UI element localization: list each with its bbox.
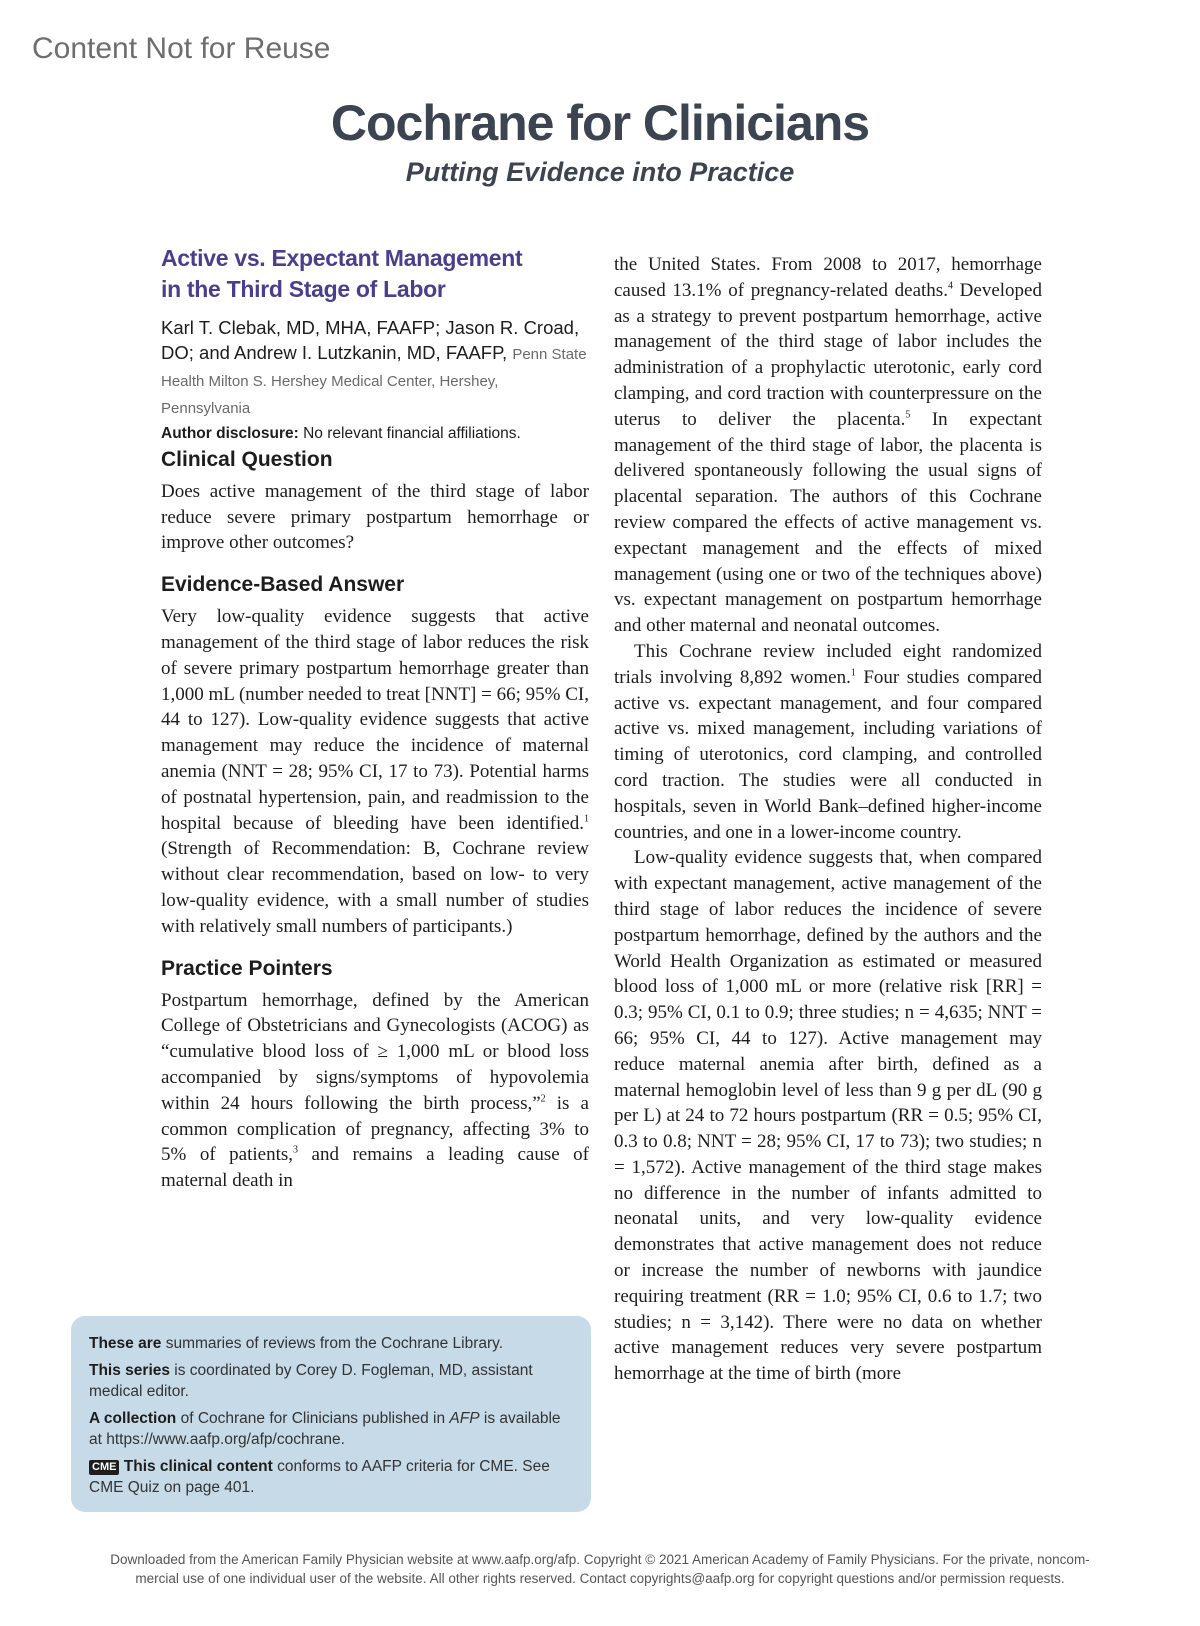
right-p2-text-a: This Cochrane review included eight randomized trials involving 8,892 women.: [614, 640, 1042, 688]
author-affiliation: Penn State Health Milton S. Hershey Medical Center, Hershey, Pennsylvania: [161, 346, 587, 417]
clinical-question-heading: Clinical Question: [161, 447, 333, 471]
info-text: is coordinated by Corey D. Fogleman, MD, assistant medical editor.: [89, 1362, 533, 1400]
article-title: [161, 243, 589, 305]
reference-marker: 5: [905, 409, 911, 421]
info-text: summaries of reviews from the Cochrane Library.: [161, 1335, 504, 1352]
cochrane-info-box: [71, 1316, 591, 1512]
info-text: conforms to AAFP criteria for CME. See CME Quiz on page 401.: [89, 1458, 550, 1496]
masthead-title: Cochrane for Clinicians: [330, 95, 870, 151]
info-line-summaries: [89, 1333, 573, 1354]
author-byline: [161, 315, 589, 421]
practice-text-b: is a common complication of pregnancy, affecting 3% to 5% of patients,: [161, 1092, 589, 1166]
evidence-text-a: Very low-quality evidence suggests that active management of the third stage of labor reduces the risk of severe primary postpartum hemorrhage greater than 1,000 mL (number needed to treat [NNT] = 66; 95% CI, 44 to 127). Low-quality evidence suggests that active management may reduce the incidence of maternal anemia (NNT = 28; 95% CI, 17 to 73). Potential harms of postnatal hypertension, pain, and readmission to the hospital because of bleeding have been identified.: [161, 606, 589, 834]
reference-marker: 2: [540, 1093, 546, 1105]
cme-badge-icon: CME: [89, 1460, 119, 1475]
info-bold-lead: This series: [89, 1362, 170, 1379]
copyright-footer: [40, 1550, 1160, 1588]
info-line-collection: [89, 1408, 573, 1450]
right-p2-text-b: Four studies compared active vs. expectant management, and four compared active vs. mixed management, including variations of timing of uterotonics, cord clamping, and controlled cord traction. The studies were all conducted in hospitals, seven in World Bank–defined higher-income countries, and one in a lower-income country.: [614, 666, 1043, 843]
watermark: Content Not for Reuse: [32, 32, 331, 65]
reference-marker: 4: [947, 280, 953, 292]
info-bold-lead: A collection: [89, 1410, 177, 1427]
right-column: [614, 252, 1042, 1387]
article-title-line-1: Active vs. Expectant Management: [161, 245, 523, 271]
footer-line-2: mercial use of one individual user of the website. All other rights reserved. Contact copyrights@aafp.org for copyright questions and/or permission requests.: [135, 1571, 1065, 1586]
right-p1-text-b: Developed as a strategy to prevent postpartum hemorrhage, active management of the third stage of labor includes the administration of a prophylactic uterotonic, early cord clamping, and cord traction with counterpressure on the uterus to deliver the placenta.: [614, 279, 1042, 430]
disclosure-label: Author disclosure:: [161, 425, 299, 442]
info-bold-lead: These are: [89, 1335, 162, 1352]
evidence-answer-text: [161, 604, 589, 939]
left-column: [161, 243, 589, 1194]
right-p1-text-c: In expectant management of the third stage of labor, the placenta is delivered spontaneously following the usual signs of placental separation. The authors of this Cochrane review compared the effects of active management vs. expectant management and the effects of mixed management (using one or two of the techniques above) vs. expectant management on postpartum hemorrhage and other maternal and neonatal outcomes.: [614, 408, 1042, 637]
reference-marker: 1: [850, 667, 856, 679]
article-title-line-2: in the Third Stage of Labor: [161, 276, 446, 302]
practice-pointers-text: [161, 988, 589, 1194]
right-paragraph-2: [614, 639, 1042, 845]
info-text: of Cochrane for Clinicians published in: [176, 1410, 450, 1427]
author-names: Karl T. Clebak, MD, MHA, FAAFP; Jason R. Croad, DO; and Andrew I. Lutzkanin, MD, FAAFP,: [161, 317, 580, 363]
masthead-subtitle: Putting Evidence into Practice: [405, 157, 795, 187]
info-line-series: [89, 1360, 573, 1402]
right-p1-text-a: the United States. From 2008 to 2017, hemorrhage caused 13.1% of pregnancy-related deaths.: [614, 254, 1042, 301]
practice-pointers-heading: Practice Pointers: [161, 956, 333, 980]
reference-marker: 1: [584, 813, 589, 825]
footer-line-1: Downloaded from the American Family Physician website at www.aafp.org/afp. Copyright © 2021 American Academy of Family Physicians. For the private, noncom-: [110, 1552, 1090, 1567]
practice-text-c: and remains a leading cause of maternal death in: [161, 1144, 589, 1192]
author-disclosure: [161, 421, 589, 447]
info-line-cme: [89, 1456, 573, 1498]
practice-text-a: Postpartum hemorrhage, defined by the American College of Obstetricians and Gynecologists (ACOG) as “cumulative blood loss of ≥ 1,000 mL or blood loss accompanied by signs/symptoms of hypovolemia within 24 hours following the birth process,”: [161, 989, 589, 1114]
reference-marker: 3: [293, 1145, 299, 1156]
info-bold-lead: This clinical content: [119, 1458, 273, 1475]
clinical-question-text: Does active management of the third stage of labor reduce severe primary postpartum hemorrhage or improve other outcomes?: [161, 480, 589, 554]
disclosure-text: No relevant financial affiliations.: [303, 425, 521, 442]
masthead: [0, 96, 1200, 188]
evidence-text-b: (Strength of Recommendation: B, Cochrane review without clear recommendation, based on low- to very low-quality evidence, with a small number of studies with relatively small numbers of participants.): [161, 838, 589, 937]
right-paragraph-1: [614, 252, 1042, 639]
info-collection-link-text[interactable]: is available at https://www.aafp.org/afp/cochrane.: [89, 1410, 561, 1448]
info-journal-name: AFP: [449, 1410, 480, 1427]
evidence-answer-heading: Evidence-Based Answer: [161, 573, 405, 597]
right-paragraph-3: Low-quality evidence suggests that, when compared with expectant management, active management of the third stage of labor reduces the incidence of severe postpartum hemorrhage, defined by the authors and the World Health Organization as estimated or measured blood loss of 1,000 mL or more (relative risk [RR] = 0.3; 95% CI, 0.1 to 0.9; three studies; n = 4,635; NNT = 66; 95% CI, 44 to 127). Active management may reduce maternal anemia after birth, defined as a maternal hemoglobin level of less than 9 g per dL (90 g per L) at 24 to 72 hours postpartum (RR = 0.5; 95% CI, 0.3 to 0.8; NNT = 28; 95% CI, 17 to 73); two studies; n = 1,572). Active management of the third stage makes no difference in the number of infants admitted to neonatal units, and very low-quality evidence demonstrates that active management does not reduce or increase the number of newborns with jaundice requiring treatment (RR = 1.0; 95% CI, 0.6 to 1.7; two studies; n = 3,142). There were no data on whether active management reduces very severe postpartum hemorrhage at the time of birth (more: [614, 847, 1042, 1385]
